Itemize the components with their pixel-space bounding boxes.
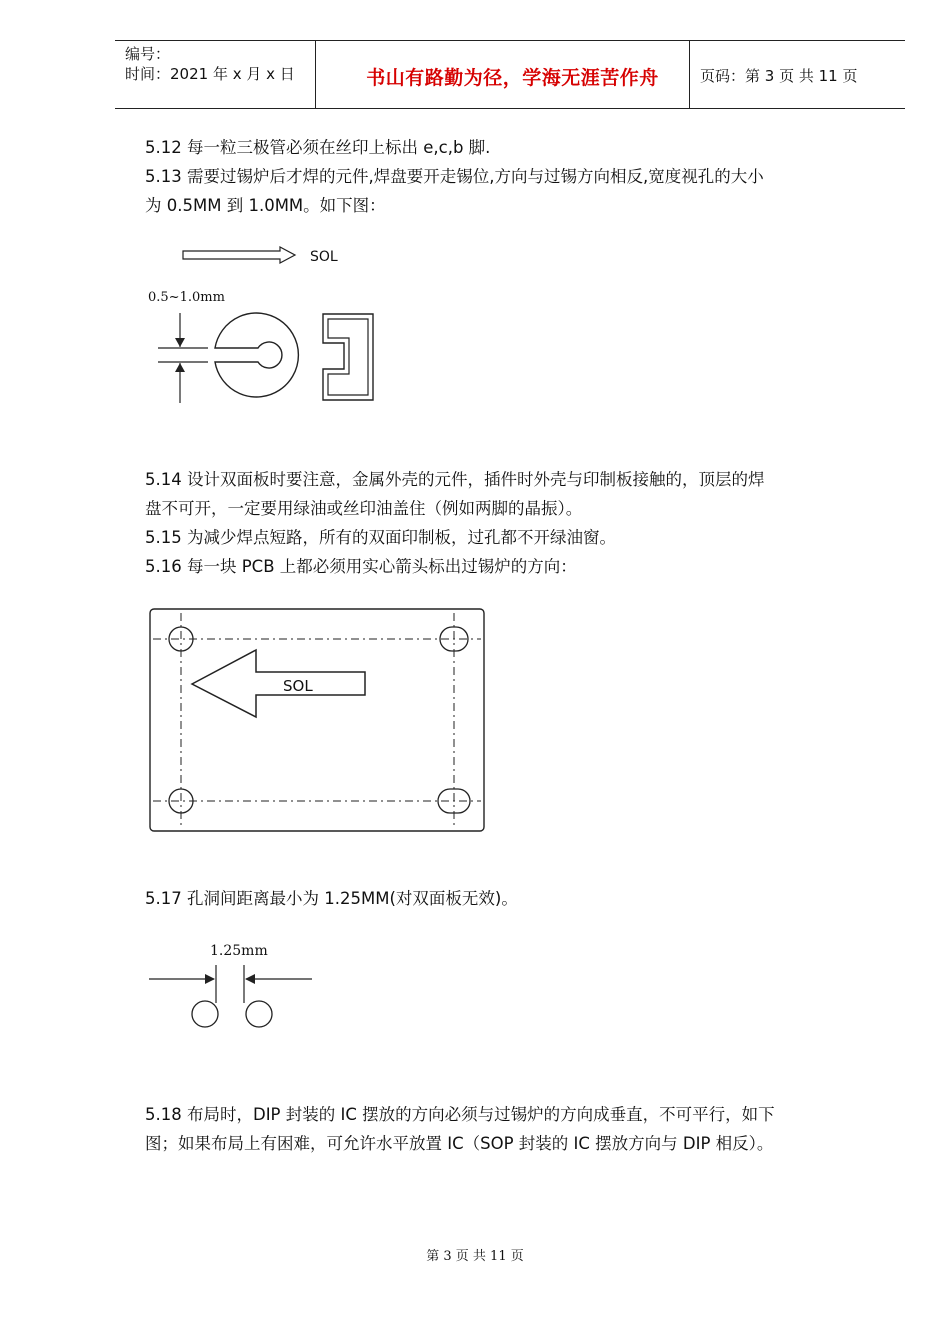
header-divider bbox=[315, 41, 316, 108]
paragraph-5-18-cont: 图；如果布局上有困难，可允许水平放置 IC（SOP 封装的 IC 摆放方向与 DIP 相反）。 bbox=[145, 1134, 774, 1153]
figure-solder-pads bbox=[140, 235, 400, 410]
paragraph-5-14: 5.14 设计双面板时要注意，金属外壳的元件，插件时外壳与印制板接触的，顶层的焊 bbox=[145, 470, 765, 489]
paragraph-5-15: 5.15 为减少焊点短路，所有的双面印制板，过孔都不开绿油窗。 bbox=[145, 528, 616, 547]
paragraph-5-12: 5.12 每一粒三极管必须在丝印上标出 e,c,b 脚. bbox=[145, 138, 491, 157]
paragraph-5-13-cont: 为 0.5MM 到 1.0MM。如下图： bbox=[145, 196, 386, 215]
date-label: 时间：2021 年 x 月 x 日 bbox=[125, 65, 295, 83]
paragraph-5-14-cont: 盘不可开，一定要用绿油或丝印油盖住（例如两脚的晶振）。 bbox=[145, 499, 583, 518]
figure-hole-spacing bbox=[140, 935, 330, 1035]
paragraph-5-13: 5.13 需要过锡炉后才焊的元件,焊盘要开走锡位,方向与过锡方向相反,宽度视孔的大小 bbox=[145, 167, 764, 186]
header-motto: 书山有路勤为径，学海无涯苦作舟 bbox=[366, 67, 659, 89]
spacing-dimension-label: 1.25mm bbox=[210, 943, 268, 959]
paragraph-5-17: 5.17 孔洞间距离最小为 1.25MM(对双面板无效)。 bbox=[145, 889, 518, 908]
figure-pcb-direction bbox=[145, 605, 490, 835]
width-dimension-label: 0.5~1.0mm bbox=[148, 290, 225, 305]
paragraph-5-16: 5.16 每一块 PCB 上都必须用实心箭头标出过锡炉的方向： bbox=[145, 557, 577, 576]
page-header bbox=[115, 40, 905, 109]
sol-arrow-label: SOL bbox=[283, 677, 313, 695]
sol-arrow-label: SOL bbox=[310, 249, 338, 265]
paragraph-5-18: 5.18 布局时，DIP 封装的 IC 摆放的方向必须与过锡炉的方向成垂直，不可平行，如下 bbox=[145, 1105, 775, 1124]
page-number-label: 页码：第 3 页 共 11 页 bbox=[700, 67, 858, 85]
number-label: 编号： bbox=[125, 45, 171, 63]
page-footer: 第 3 页 共 11 页 bbox=[426, 1249, 524, 1264]
